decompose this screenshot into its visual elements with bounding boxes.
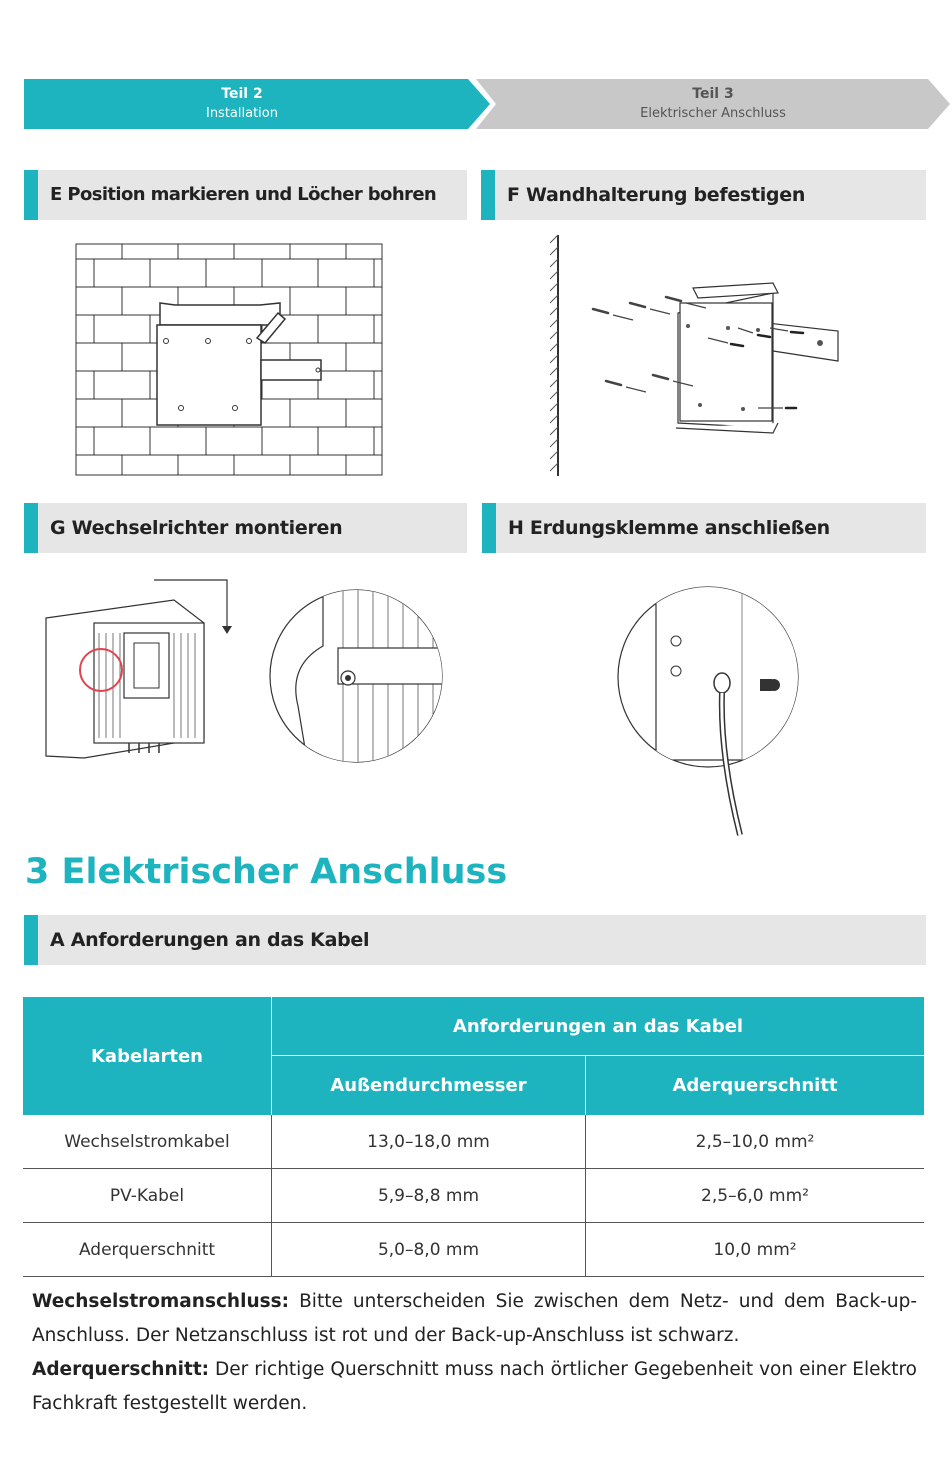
- section-title: G Wechselrichter montieren: [50, 517, 343, 539]
- cell-core: 10,0 mm²: [586, 1223, 925, 1277]
- inverter-detail-zoom: [268, 586, 444, 766]
- col-header-core-section: Aderquerschnitt: [586, 1056, 925, 1116]
- section-title: H Erdungsklemme anschließen: [508, 517, 830, 539]
- note-text: Der richtige Querschnitt muss nach örtlicher Gegebenheit von einer Elektro Fachkraft festgestellt werden.: [32, 1359, 917, 1414]
- note-label: Aderquerschnitt:: [32, 1359, 210, 1380]
- section-title: E Position markieren und Löcher bohren: [50, 184, 437, 205]
- step-part-3: [476, 79, 950, 129]
- cell-core: 2,5–6,0 mm²: [586, 1169, 925, 1223]
- cell-type: PV-Kabel: [23, 1169, 272, 1223]
- section-header-e: [24, 170, 467, 220]
- cell-outer: 5,0–8,0 mm: [272, 1223, 586, 1277]
- brick-wall-illustration: [75, 243, 383, 476]
- note-text: Bitte unterscheiden Sie zwischen dem Netz- und dem Back-up-Anschluss. Der Netzanschluss ist rot und der Back-up-Anschluss ist schwarz.: [32, 1291, 917, 1346]
- accent-bar: [482, 503, 496, 553]
- accent-bar: [24, 503, 38, 553]
- section-title: F Wandhalterung befestigen: [507, 184, 806, 206]
- wall-bracket-illustration: [548, 233, 848, 478]
- cell-type: Aderquerschnitt: [23, 1223, 272, 1277]
- step-title: Teil 3: [692, 86, 734, 102]
- step-subtitle: Installation: [205, 106, 278, 121]
- col-header-outer-diameter: Außendurchmesser: [272, 1056, 586, 1116]
- cell-type: Wechselstromkabel: [23, 1115, 272, 1169]
- section-header-cable: [24, 915, 926, 965]
- section-header-f: [481, 170, 926, 220]
- accent-bar: [481, 170, 495, 220]
- step-title: Teil 2: [221, 86, 263, 102]
- step-part-2: [24, 79, 490, 129]
- notes-block: [32, 1285, 917, 1421]
- section-title: A Anforderungen an das Kabel: [50, 929, 370, 951]
- cell-outer: 5,9–8,8 mm: [272, 1169, 586, 1223]
- note-core-section: [32, 1353, 917, 1421]
- section-header-h: [482, 503, 926, 553]
- inverter-mount-illustration: [44, 578, 240, 763]
- cell-outer: 13,0–18,0 mm: [272, 1115, 586, 1169]
- note-ac-connection: [32, 1285, 917, 1353]
- table-row: [23, 1169, 924, 1223]
- cell-core: 2,5–10,0 mm²: [586, 1115, 925, 1169]
- table-row: [23, 1223, 924, 1277]
- section-header-g: [24, 503, 467, 553]
- note-label: Wechselstromanschluss:: [32, 1291, 290, 1312]
- step-subtitle: Elektrischer Anschluss: [640, 106, 786, 121]
- col-header-requirements: Anforderungen an das Kabel: [272, 997, 925, 1056]
- table-row: [23, 1115, 924, 1169]
- col-header-cable-types: Kabelarten: [23, 997, 272, 1115]
- accent-bar: [24, 170, 38, 220]
- earth-terminal-illustration: [612, 585, 804, 837]
- accent-bar: [24, 915, 38, 965]
- chapter-title: 3 Elektrischer Anschluss: [25, 852, 508, 892]
- cable-requirements-table: [23, 997, 924, 1277]
